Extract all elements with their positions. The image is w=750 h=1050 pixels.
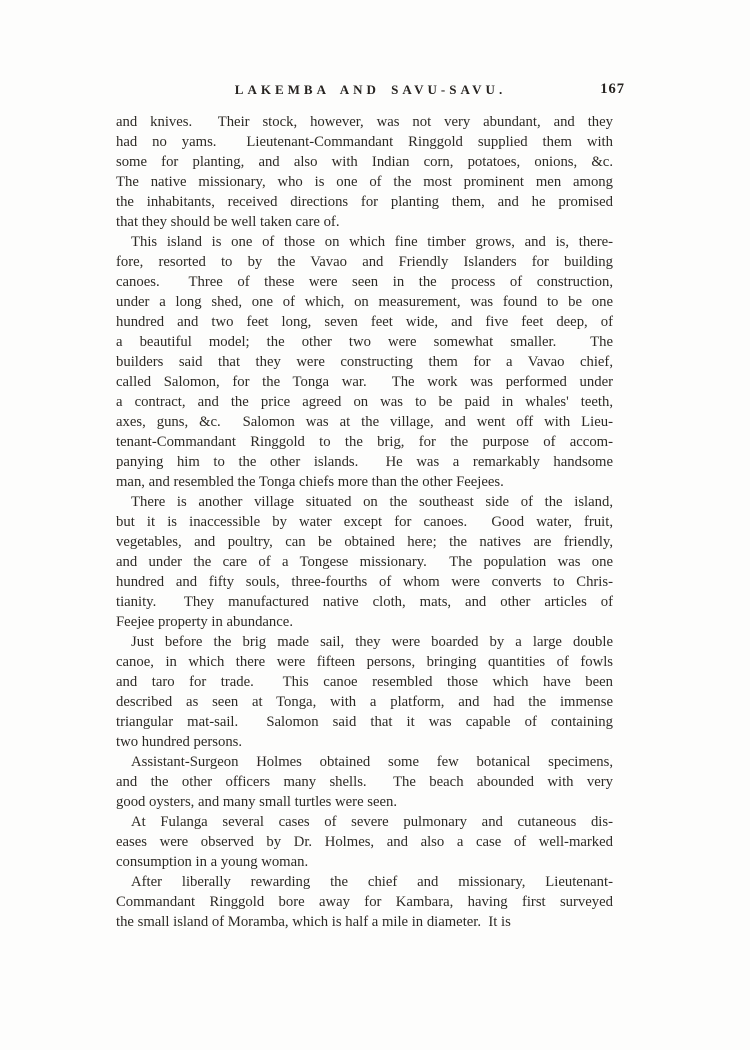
text-line: and under the care of a Tongese missionary. The population was one [116, 554, 613, 570]
text-line: the small island of Moramba, which is half a mile in diameter. It is [116, 914, 511, 930]
text-line: canoe, in which there were fifteen persons, bringing quantities of fowls [116, 654, 613, 670]
text-line: This island is one of those on which fine timber grows, and is, there- [131, 234, 613, 250]
paragraph [116, 232, 613, 492]
text-line: had no yams. Lieutenant-Commandant Ringgold supplied them with [116, 134, 613, 150]
text-line: tianity. They manufactured native cloth, mats, and other articles of [116, 594, 613, 610]
text-line: panying him to the other islands. He was a remarkably handsome [116, 454, 613, 470]
text-line: hundred and fifty souls, three-fourths of whom were converts to Chris- [116, 574, 613, 590]
text-line: At Fulanga several cases of severe pulmonary and cutaneous dis- [131, 814, 613, 830]
text-line: Commandant Ringgold bore away for Kambara, having first surveyed [116, 894, 613, 910]
text-line: Just before the brig made sail, they were boarded by a large double [131, 634, 613, 650]
text-line: but it is inaccessible by water except for canoes. Good water, fruit, [116, 514, 613, 530]
text-line: The native missionary, who is one of the most prominent men among [116, 174, 613, 190]
text-line: under a long shed, one of which, on measurement, was found to be one [116, 294, 613, 310]
text-line: Assistant-Surgeon Holmes obtained some few botanical specimens, [131, 754, 613, 770]
text-line: axes, guns, &c. Salomon was at the village, and went off with Lieu- [116, 414, 613, 430]
text-line: a contract, and the price agreed on was to be paid in whales' teeth, [116, 394, 613, 410]
text-line: After liberally rewarding the chief and missionary, Lieutenant- [131, 874, 613, 890]
paragraph [116, 632, 613, 752]
text-line: the inhabitants, received directions for planting them, and he promised [116, 194, 613, 210]
paragraph [116, 812, 613, 872]
text-line: called Salomon, for the Tonga war. The work was performed under [116, 374, 613, 390]
text-line: fore, resorted to by the Vavao and Friendly Islanders for building [116, 254, 613, 270]
text-line: tenant-Commandant Ringgold to the brig, for the purpose of accom- [116, 434, 613, 450]
text-line: good oysters, and many small turtles were seen. [116, 794, 398, 810]
paragraph [116, 872, 613, 932]
text-line: consumption in a young woman. [116, 854, 309, 870]
text-line: a beautiful model; the other two were somewhat smaller. The [116, 334, 613, 350]
paragraph [116, 752, 613, 812]
text-line: Feejee property in abundance. [116, 614, 293, 630]
text-line: and the other officers many shells. The beach abounded with very [116, 774, 613, 790]
text-line: that they should be well taken care of. [116, 214, 340, 230]
text-line: man, and resembled the Tonga chiefs more than the other Feejees. [116, 474, 504, 490]
text-line: builders said that they were constructing them for a Vavao chief, [116, 354, 613, 370]
text-line: and taro for trade. This canoe resembled those which have been [116, 674, 613, 690]
text-line: vegetables, and poultry, can be obtained here; the natives are friendly, [116, 534, 613, 550]
page-header [116, 82, 625, 104]
text-line: and knives. Their stock, however, was not very abundant, and they [116, 114, 613, 130]
text-line: triangular mat-sail. Salomon said that it was capable of containing [116, 714, 613, 730]
page-number: 167 [600, 81, 625, 97]
text-line: eases were observed by Dr. Holmes, and also a case of well-marked [116, 834, 613, 850]
running-title: LAKEMBA AND SAVU-SAVU. [234, 82, 507, 97]
paragraph [116, 112, 613, 232]
text-line: some for planting, and also with Indian corn, potatoes, onions, &c. [116, 154, 613, 170]
text-line: two hundred persons. [116, 734, 243, 750]
paragraph [116, 492, 613, 632]
text-line: There is another village situated on the southeast side of the island, [131, 494, 613, 510]
text-line: canoes. Three of these were seen in the process of construction, [116, 274, 613, 290]
page-body [116, 112, 613, 932]
text-line: hundred and two feet long, seven feet wide, and five feet deep, of [116, 314, 613, 330]
text-line: described as seen at Tonga, with a platform, and had the immense [116, 694, 613, 710]
